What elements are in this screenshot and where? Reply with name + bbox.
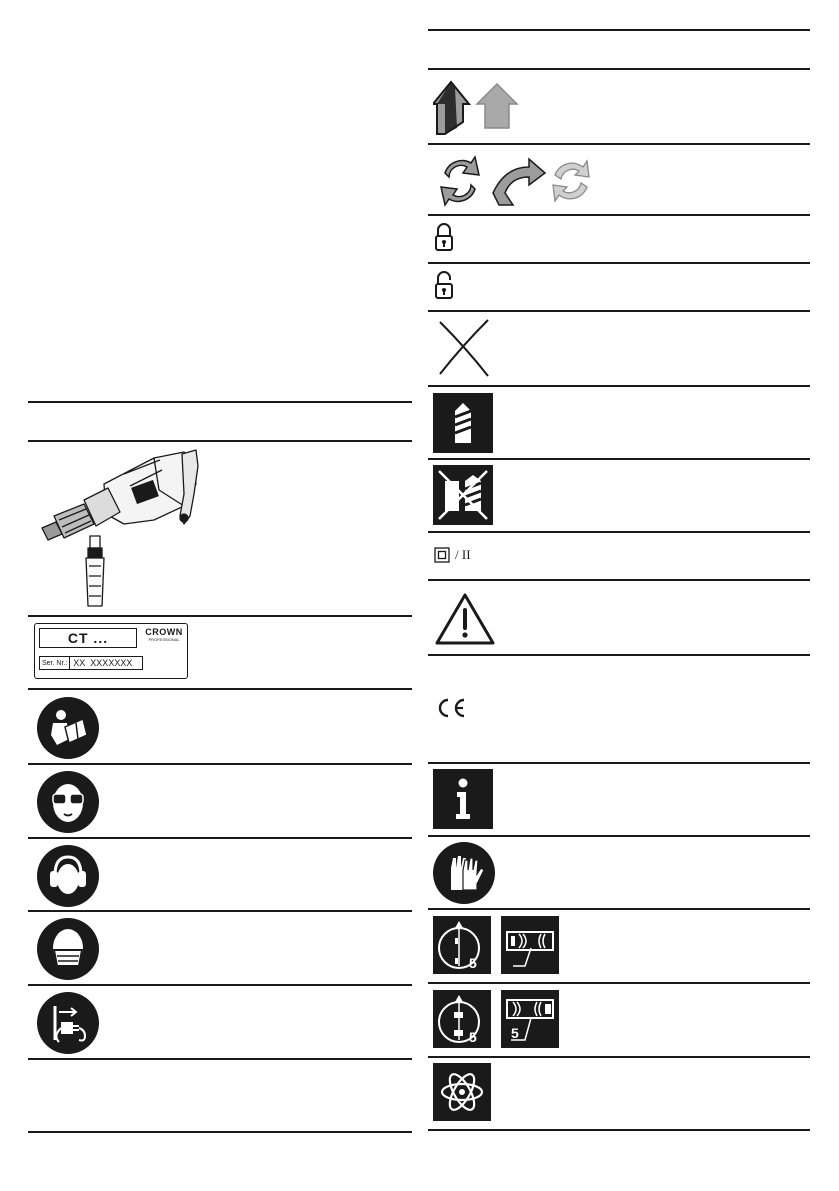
svg-text:5: 5 bbox=[469, 1029, 477, 1045]
divider bbox=[428, 531, 810, 533]
divider bbox=[428, 68, 810, 70]
serial-label: Ser. Nr.: bbox=[40, 657, 70, 669]
class-ii-text: / II bbox=[455, 547, 471, 562]
ear-protection-icon bbox=[37, 845, 99, 907]
divider bbox=[28, 1058, 412, 1060]
speed-dial-icon bbox=[433, 990, 561, 1048]
info-icon bbox=[433, 769, 493, 829]
divider bbox=[28, 688, 412, 690]
double-square-icon bbox=[434, 547, 450, 563]
serial-value: XX XXXXXXX bbox=[73, 658, 133, 668]
eye-protection-icon bbox=[37, 771, 99, 833]
no-drill-bit-icon bbox=[433, 465, 493, 525]
cross-icon bbox=[436, 318, 492, 378]
divider bbox=[428, 908, 810, 910]
divider bbox=[428, 29, 810, 31]
unlock-icon bbox=[434, 270, 454, 302]
divider bbox=[28, 440, 412, 442]
divider bbox=[428, 458, 810, 460]
drill-illustration bbox=[34, 444, 200, 612]
divider bbox=[428, 262, 810, 264]
divider bbox=[28, 401, 412, 403]
drill-bit-icon bbox=[433, 393, 493, 453]
divider bbox=[428, 835, 810, 837]
divider bbox=[428, 214, 810, 216]
svg-text:5: 5 bbox=[469, 955, 477, 971]
divider bbox=[428, 1129, 810, 1131]
gloves-icon bbox=[433, 842, 495, 904]
divider bbox=[28, 615, 412, 617]
brand-logo bbox=[141, 627, 187, 643]
model-text: CT ... bbox=[67, 630, 109, 646]
lock-icon bbox=[434, 222, 454, 254]
rotation-icon bbox=[433, 153, 593, 209]
unplug-icon bbox=[37, 992, 99, 1054]
warning-triangle-icon bbox=[434, 592, 496, 646]
divider bbox=[428, 1056, 810, 1058]
divider bbox=[28, 837, 412, 839]
slider-pictogram bbox=[501, 916, 559, 974]
divider bbox=[428, 310, 810, 312]
divider bbox=[28, 984, 412, 986]
divider bbox=[28, 1131, 412, 1133]
divider bbox=[428, 385, 810, 387]
speed-dial-icon bbox=[433, 916, 561, 974]
model-field bbox=[39, 628, 137, 648]
label-plate bbox=[34, 623, 188, 679]
arrow-up-icon bbox=[433, 78, 523, 136]
double-insulation-icon bbox=[434, 546, 514, 564]
dust-mask-icon bbox=[37, 918, 99, 980]
read-manual-icon bbox=[37, 697, 99, 759]
slider-pictogram bbox=[501, 990, 559, 1048]
divider bbox=[28, 763, 412, 765]
brand-sub: PROFESSIONAL bbox=[148, 637, 180, 642]
divider bbox=[428, 579, 810, 581]
svg-text:5: 5 bbox=[511, 1025, 519, 1041]
serial-field bbox=[39, 656, 143, 670]
divider bbox=[428, 654, 810, 656]
dial-pictogram bbox=[433, 990, 491, 1048]
divider bbox=[428, 982, 810, 984]
divider bbox=[428, 143, 810, 145]
divider bbox=[428, 762, 810, 764]
atom-icon bbox=[433, 1063, 491, 1121]
divider bbox=[28, 910, 412, 912]
ce-mark-icon bbox=[434, 697, 468, 719]
brand-name: CROWN bbox=[145, 627, 183, 637]
dial-pictogram bbox=[433, 916, 491, 974]
